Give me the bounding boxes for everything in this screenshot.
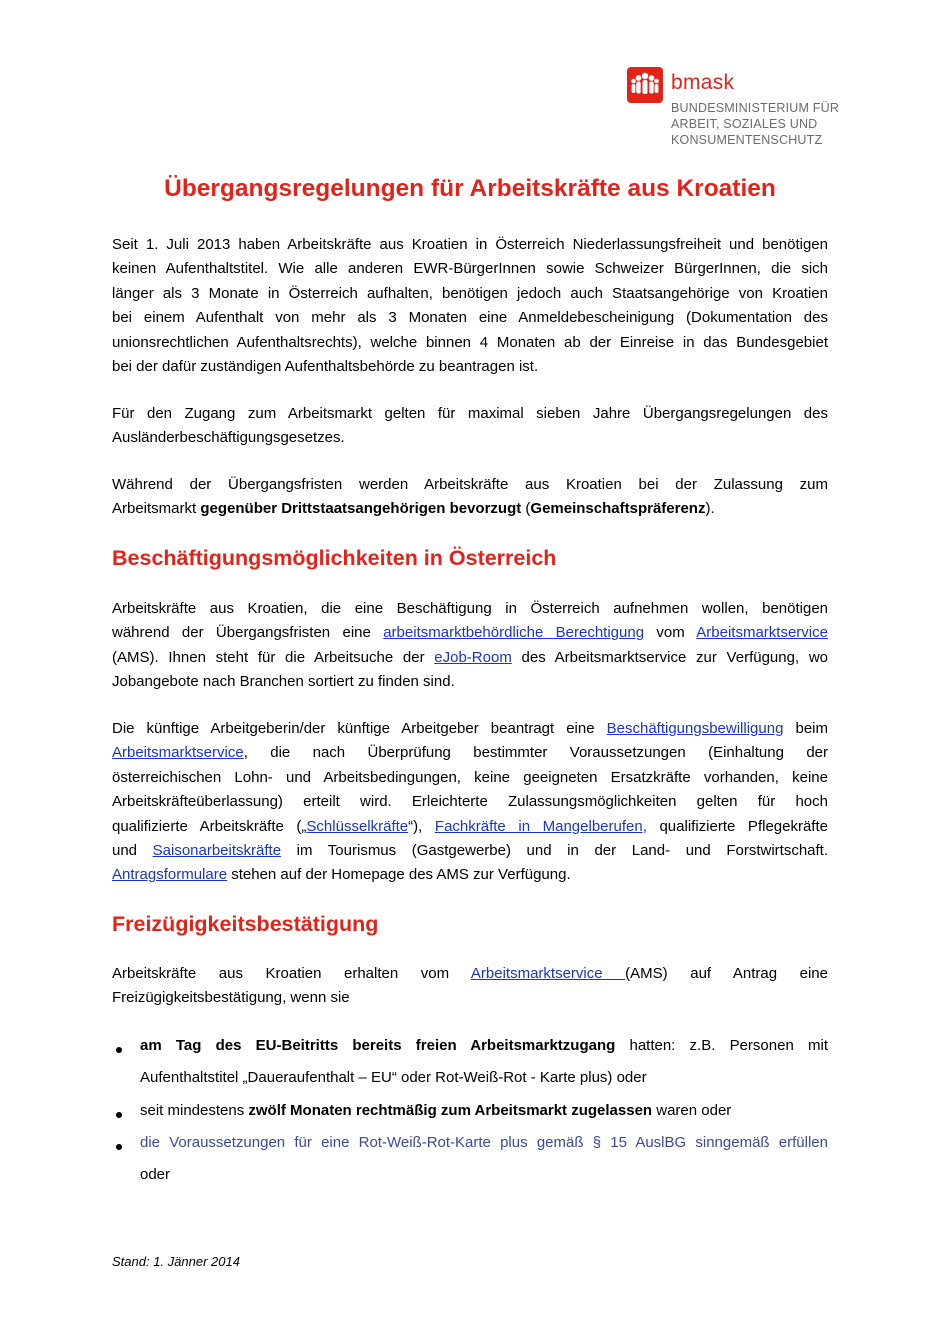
employment-paragraph-2: Die künftige Arbeitgeberin/der künftige Arbeitgeber beantragt eine Beschäftigungsbewilligung beim Arbeitsmarktservice, die nach Überprüfung bestimmter Voraussetzungen (Einhaltung der österreichischen Lohn- und Arbeitsbedingungen, keine geeigneten Ersatzkräfte vorhanden, keine Arbeitskräfteüberlassung) erteilt wird. Erleichterte Zulassungsmöglichkeiten gelten für hoch qualifizierte Arbeitskräfte („Schlüsselkräfte“), Fachkräfte in Mangelberufen, qualifizierte Pflegekräfte und Saisonarbeitskräfte im Tourismus (Gastgewerbe) und in der Land- und Forstwirtschaft. Antragsformulare stehen auf der Homepage des AMS zur Verfügung. <box>112 720 829 884</box>
link-arbeitsmarktservice-2[interactable]: Arbeitsmarktservice <box>112 744 244 762</box>
intro-paragraph-2: Für den Zugang zum Arbeitsmarkt gelten für maximal sieben Jahre Übergangsregelungen des Ausländerbeschäftigungsgesetzes. <box>112 405 828 447</box>
intro-paragraph-3: Während der Übergangsfristen werden Arbeitskräfte aus Kroatien bei der Zulassung zum Arbeitsmarkt gegenüber Drittstaatsangehörigen bevorzugt (Gemeinschaftspräferenz). <box>112 476 828 518</box>
footer-date: Stand: 1. Jänner 2014 <box>112 1254 240 1269</box>
freizuegigkeit-paragraph: Arbeitskräfte aus Kroatien erhalten vom Arbeitsmarktservice (AMS) auf Antrag eine Freizügigkeitsbestätigung, wenn sie <box>112 965 828 1007</box>
bmask-logo <box>627 67 840 157</box>
bullet-icon <box>116 1047 122 1053</box>
intro-paragraph-1: Seit 1. Juli 2013 haben Arbeitskräfte aus Kroatien in Österreich Niederlassungsfreiheit und benötigen keinen Aufenthaltstitel. Wie alle anderen EWR-BürgerInnen sowie Schweizer BürgerInnen, die sich länger als 3 Monate in Österreich aufhalten, benötigen jedoch auch Staatsangehörige von Kroatien bei einem Aufenthalt von mehr als 3 Monaten eine Anmeldebescheinigung (Dokumentation des unionsrechtlichen Aufenthaltsrechts), welche binnen 4 Monaten ab der Einreise in das Bundesgebiet bei der dafür zuständigen Aufenthaltsbehörde zu beantragen ist. <box>112 236 828 376</box>
people-group-icon <box>627 67 663 103</box>
section-heading-freizuegigkeit: Freizügigkeitsbestätigung <box>112 912 379 936</box>
link-arbeitsmarktservice[interactable]: Arbeitsmarktservice <box>696 624 828 642</box>
link-schluesselkraefte[interactable]: Schlüsselkräfte <box>306 817 409 835</box>
link-fachkraefte-mangelberufe[interactable]: Fachkräfte in Mangelberufen, <box>434 817 647 835</box>
logo-brand-name: bmask <box>671 71 735 94</box>
link-saisonarbeitskraefte[interactable]: Saisonarbeitskräfte <box>152 842 282 860</box>
link-berechtigung[interactable]: arbeitsmarktbehördliche Berechtigung <box>383 624 645 642</box>
link-ejob-room[interactable]: eJob-Room <box>434 648 512 666</box>
link-arbeitsmarktservice-3[interactable]: Arbeitsmarktservice <box>470 965 626 982</box>
community-preference-term: Gemeinschaftspräferenz <box>530 500 706 518</box>
bullet-icon <box>116 1112 122 1118</box>
logo-ministry-name: BUNDESMINISTERIUM FÜR ARBEIT, SOZIALES UND KONSUMENTENSCHUTZ <box>671 101 840 147</box>
section-heading-employment: Beschäftigungsmöglichkeiten in Österreich <box>112 546 557 570</box>
link-beschaeftigungsbewilligung[interactable]: Beschäftigungsbewilligung <box>606 720 784 737</box>
bullet-icon <box>116 1144 122 1150</box>
employment-paragraph-1: Arbeitskräfte aus Kroatien, die eine Beschäftigung in Österreich aufnehmen wollen, benötigen während der Übergangsfristen eine arbeitsmarktbehördliche Berechtigung vom Arbeitsmarktservice (AMS). Ihnen steht für die Arbeitsuche der eJob-Room des Arbeitsmarktservice zur Verfügung, wo Jobangebote nach Branchen sortiert zu finden sind. <box>112 600 829 691</box>
page-title: Übergangsregelungen für Arbeitskräfte aus Kroatien <box>164 175 776 202</box>
link-antragsformulare[interactable]: Antragsformulare <box>112 866 228 884</box>
preference-highlight: gegenüber Drittstaatsangehörigen bevorzugt <box>200 500 522 518</box>
